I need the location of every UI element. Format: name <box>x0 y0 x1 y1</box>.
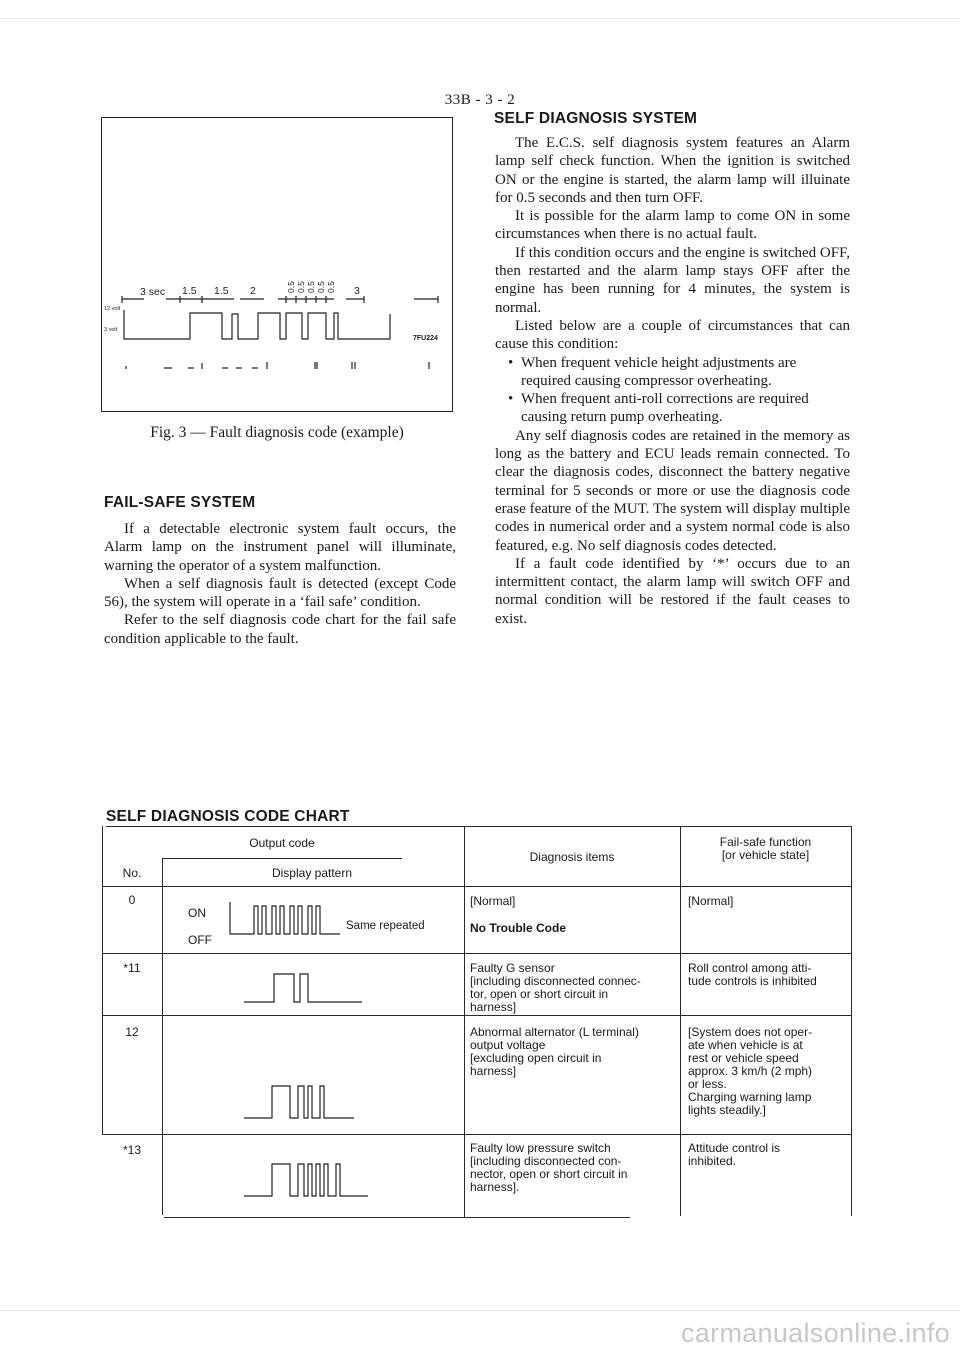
failsafe-paragraph: If a detectable electronic system fault occurs, the Alarm lamp on the instrument panel will illuminate, warning the operator of a system malfunction. <box>104 521 456 574</box>
dim-3 <box>346 296 438 303</box>
pattern-on-label: ON <box>188 906 206 920</box>
chart-col-no <box>162 859 163 1215</box>
pattern-code-12 <box>242 1078 382 1124</box>
self-diagnosis-body <box>495 134 850 628</box>
header-no: No. <box>122 866 142 880</box>
dim-15a <box>166 296 202 303</box>
chart-rule-row12 <box>102 1134 852 1135</box>
self-diagnosis-paragraph: The E.C.S. self diagnosis system features an Alarm lamp self check function. When the ignition is switched ON or the engine is started, the alarm lamp will illuinate for 0.5 seconds and then turn OFF. <box>495 135 850 206</box>
tick-marks <box>126 362 429 369</box>
row-failsafe: Roll control among atti- tude controls is inhibited <box>688 961 817 988</box>
figure-caption: Fig. 3 — Fault diagnosis code (example) <box>150 424 404 441</box>
chart-col-failsafe <box>680 826 681 1216</box>
pattern-off-label: OFF <box>188 933 212 947</box>
failsafe-paragraph: Refer to the self diagnosis code chart for the fail safe condition applicable to the fault. <box>104 612 456 647</box>
dim-15b <box>202 296 234 303</box>
vertical-label-3: 0.5 <box>306 281 316 293</box>
chart-border-right <box>851 826 852 1216</box>
row-diagnosis-items-bold: No Trouble Code <box>470 921 566 935</box>
header-display-pattern: Display pattern <box>271 866 353 880</box>
vertical-label-1: 0.5 <box>286 281 296 293</box>
chart-rule-bottom <box>164 1217 630 1218</box>
chart-rule-row11 <box>102 1015 852 1016</box>
page-number: 33B - 3 - 2 <box>444 92 516 108</box>
label-12v: 12 volt <box>104 306 121 312</box>
code-chart <box>100 826 852 1216</box>
chart-rule-output <box>162 858 402 859</box>
self-diagnosis-paragraph: It is possible for the alarm lamp to come ON in some circumstances when there is no actual fault. <box>495 208 850 243</box>
chart-col-pattern <box>464 826 465 1218</box>
figure-ref-code: 7FU224 <box>413 335 438 342</box>
row-no: 12 <box>125 1025 139 1039</box>
row-no: 0 <box>128 893 136 907</box>
pattern-code-13 <box>242 1156 392 1202</box>
row-diagnosis-items: Faulty G sensor [including disconnected connec- tor, open or short circuit in harness] <box>470 961 641 1014</box>
row-no: *11 <box>123 961 141 975</box>
vertical-label-2: 0.5 <box>296 281 306 293</box>
self-diagnosis-heading: SELF DIAGNOSIS SYSTEM <box>494 110 698 127</box>
header-output-code: Output code <box>249 836 315 850</box>
self-diagnosis-paragraph: If a fault code identified by ‘*’ occurs due to an intermittent contact, the alarm lamp will switch OFF and normal condition will be restored if the fault ceases to exist. <box>495 555 850 627</box>
bottom-rule <box>0 1310 960 1311</box>
fault-code-waveform <box>102 118 454 413</box>
label-3v: 3 volt <box>104 327 118 333</box>
pattern-code-0 <box>228 898 378 938</box>
row-failsafe: [System does not oper- ate when vehicle is at rest or vehicle speed approx. 3 km/h (2 mph) or less. Charging warning lamp lights steadily.] <box>688 1025 813 1117</box>
waveform-line <box>124 310 390 339</box>
dim-short <box>278 296 334 303</box>
row-failsafe: [Normal] <box>688 894 734 908</box>
vertical-label-5: 0.5 <box>326 281 336 293</box>
header-diagnosis-items: Diagnosis items <box>529 850 615 864</box>
label-3sec: 3 sec <box>140 286 166 298</box>
failsafe-heading: FAIL-SAFE SYSTEM <box>104 494 256 511</box>
condition-list <box>495 354 850 427</box>
code-chart-heading: SELF DIAGNOSIS CODE CHART <box>106 808 350 825</box>
row-no: *13 <box>122 1143 142 1157</box>
row-diagnosis-items: Abnormal alternator (L terminal) output voltage [excluding open circuit in harness] <box>470 1025 639 1078</box>
label-2: 2 <box>250 285 256 297</box>
watermark: carmanualsonline.info <box>681 1318 950 1348</box>
self-diagnosis-paragraph: If this condition occurs and the engine is switched OFF, then restarted and the alarm lamp stays OFF after the engine has been running for 4 minutes, the system is normal. <box>495 244 850 316</box>
list-item: • When frequent anti-roll corrections are required causing return pump overheating. <box>521 390 850 427</box>
label-15a: 1.5 <box>182 285 197 297</box>
list-item: • When frequent vehicle height adjustments are required causing compressor overheating. <box>521 354 850 391</box>
row-diagnosis-items: [Normal] <box>470 894 516 908</box>
label-3: 3 <box>354 285 360 297</box>
chart-rule-row0 <box>102 953 852 954</box>
failsafe-paragraph: When a self diagnosis fault is detected (except Code 56), the system will operate in a ‘fail safe’ condition. <box>104 575 456 611</box>
chart-rule-top <box>106 826 852 827</box>
top-rule <box>0 18 960 19</box>
self-diagnosis-paragraph: Any self diagnosis codes are retained in the memory as long as the battery and ECU leads remain connected. To clear the diagnosis codes, disconnect the battery negative terminal for 5 seconds or more or use the diagnosis code erase feature of the MUT. The system will display multiple codes in numerical order and a system normal code is also featured, e.g. No self diagnosis codes detected. <box>495 427 850 554</box>
header-failsafe: Fail-safe function [or vehicle state] <box>719 835 812 862</box>
row-diagnosis-items: Faulty low pressure switch [including disconnected con- nector, open or short circuit in harness]. <box>470 1141 628 1194</box>
row-failsafe: Attitude control is inhibited. <box>688 1141 781 1168</box>
vertical-label-4: 0.5 <box>316 281 326 293</box>
self-diagnosis-paragraph: Listed below are a couple of circumstances that can cause this condition: <box>495 317 850 353</box>
label-15b: 1.5 <box>214 285 229 297</box>
chart-rule-header <box>102 886 852 887</box>
pattern-repeated-label: Same repeated <box>346 920 425 932</box>
failsafe-body <box>104 520 456 648</box>
pattern-code-11 <box>242 968 382 1008</box>
figure-box <box>101 117 453 412</box>
